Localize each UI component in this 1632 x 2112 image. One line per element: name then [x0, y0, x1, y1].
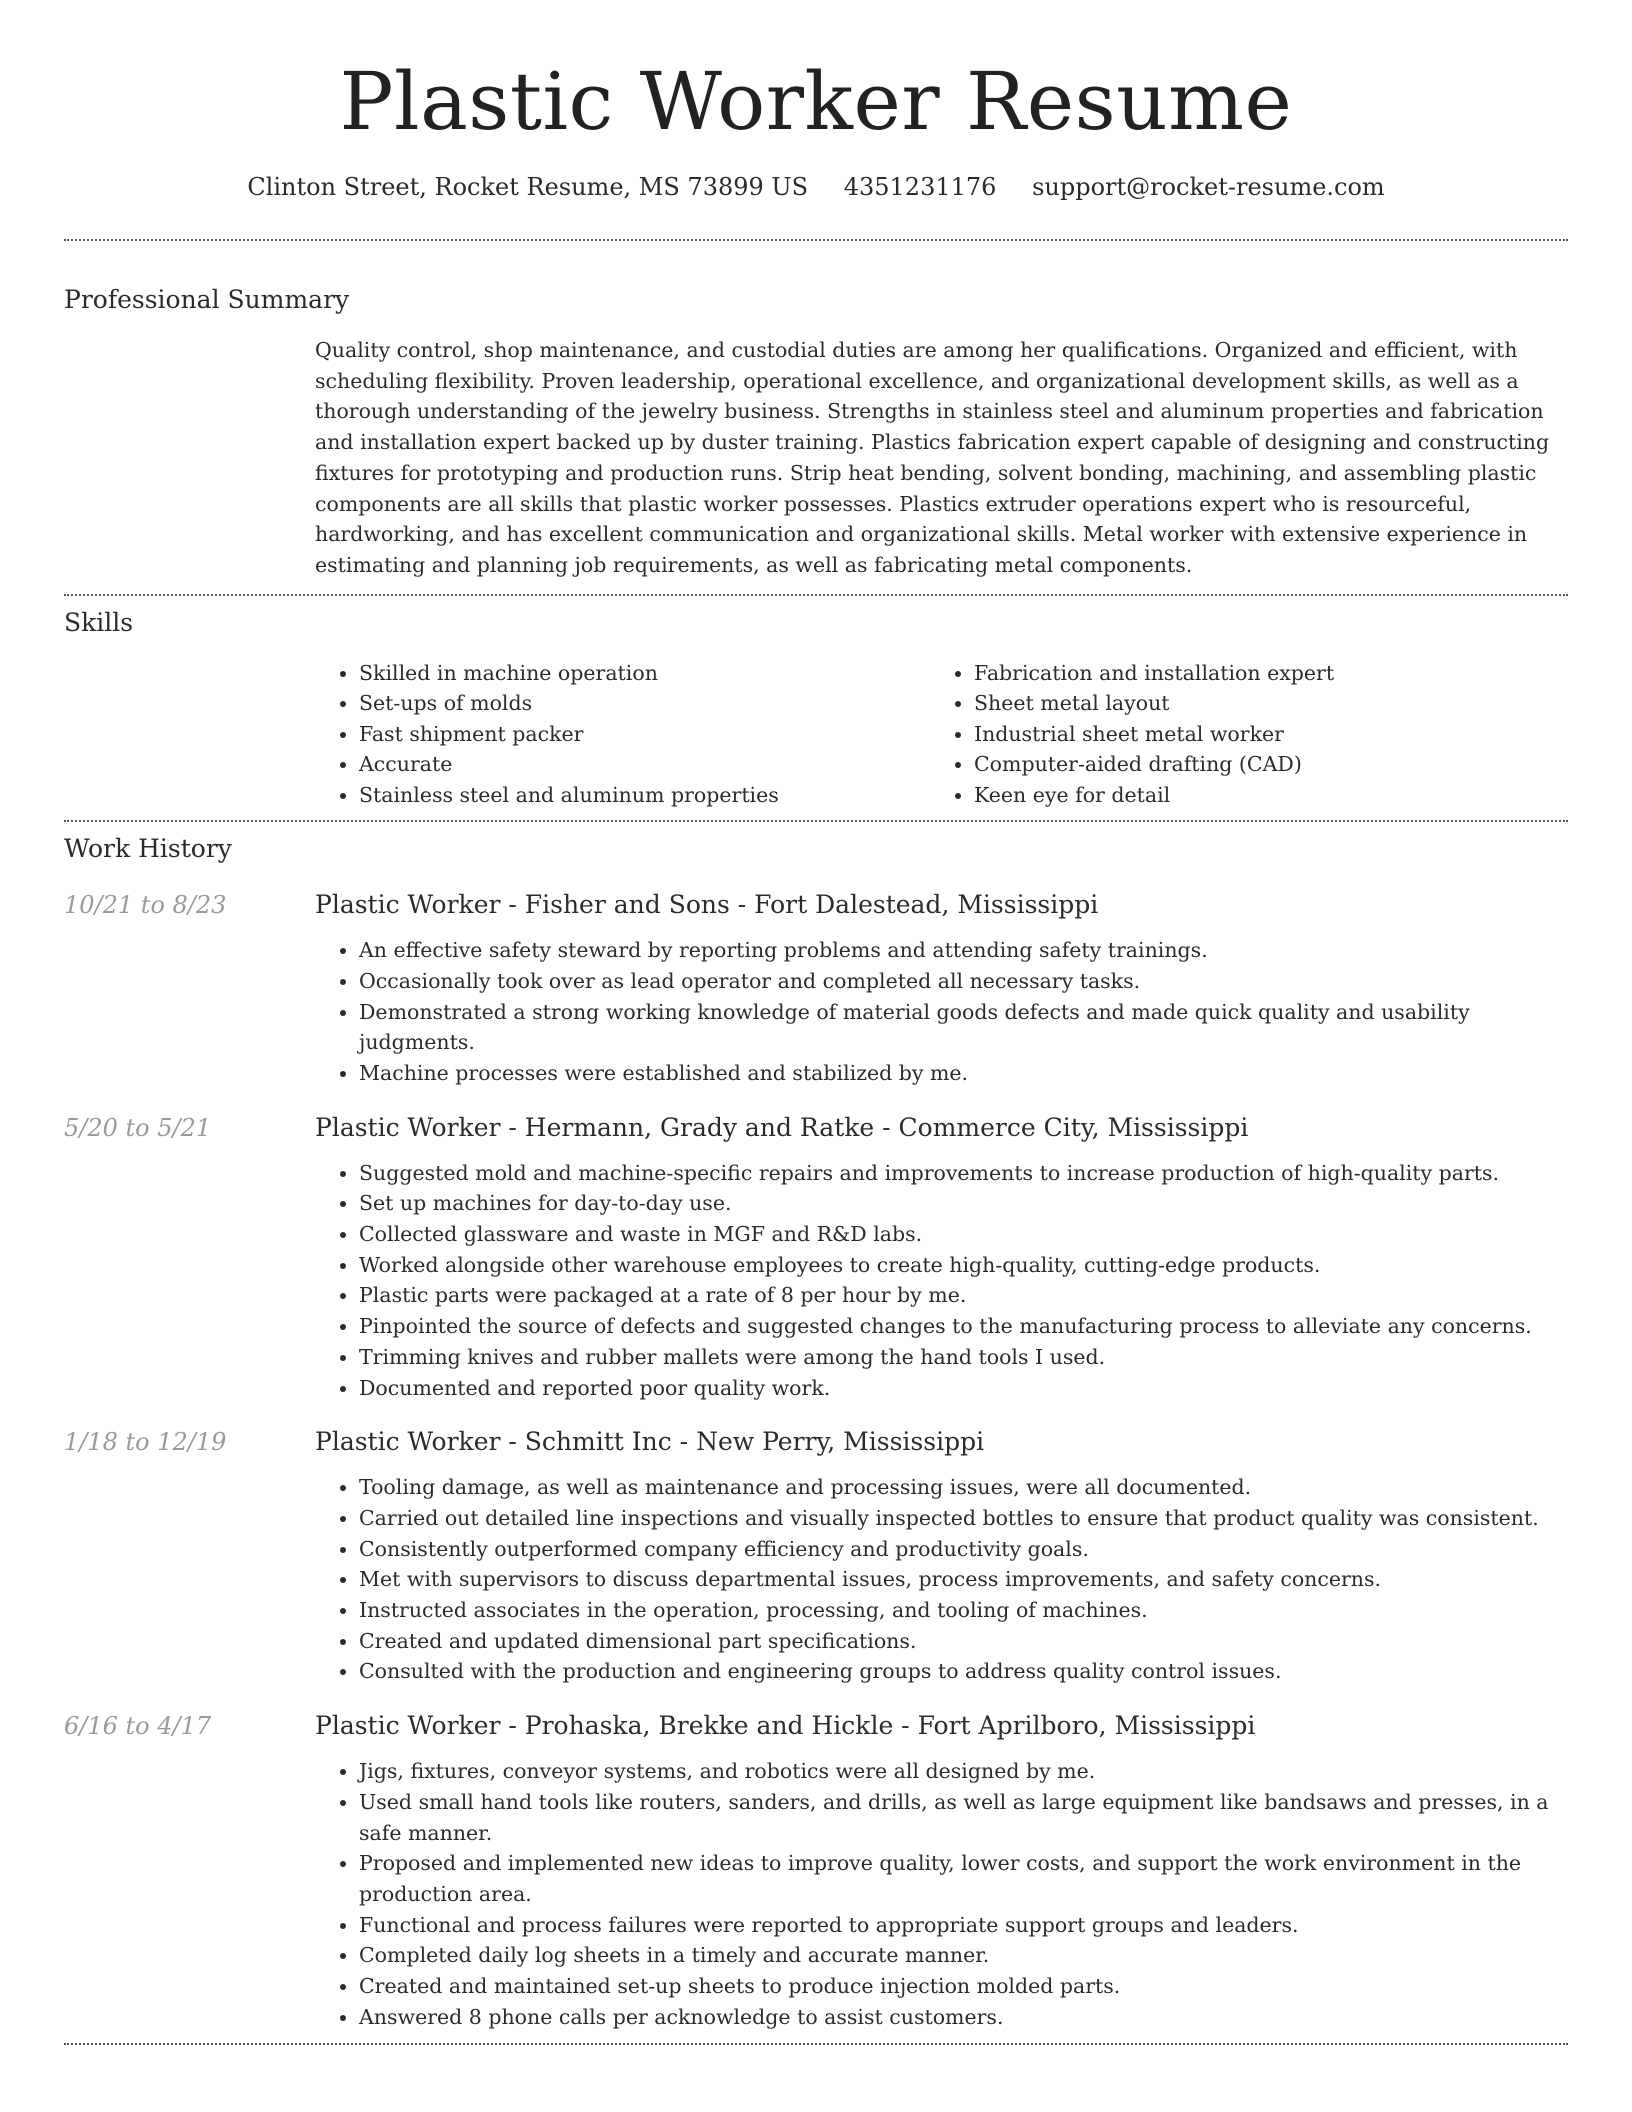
job-bullet: • Consistently outperformed company efficiency and productivity goals. — [359, 1534, 1568, 1565]
contact-address: Clinton Street, Rocket Resume, MS 73899 US — [247, 173, 809, 201]
job-bullet-list — [315, 1472, 1568, 1687]
job-bullet: • Completed daily log sheets in a timely and accurate manner. — [359, 1940, 1568, 1971]
skills-column-left — [315, 658, 930, 811]
job-bullet: • Tooling damage, as well as maintenance and processing issues, were all documented. — [359, 1472, 1568, 1503]
job-dates: 6/16 to 4/17 — [64, 1712, 212, 1741]
job-bullet: • An effective safety steward by reporting problems and attending safety trainings. — [359, 935, 1568, 966]
job-bullet: • Consulted with the production and engineering groups to address quality control issues. — [359, 1656, 1568, 1687]
summary-text: Quality control, shop maintenance, and custodial duties are among her qualifications. Organized and efficient, with scheduling flexibility. Proven leadership, operational excellence, and organizational development skills, as well as a thorough understanding of the jewelry business. Strengths in stainless steel and aluminum properties and fabrication and installation expert backed up by duster training. Plastics fabrication expert capable of designing and constructing fixtures for prototyping and production runs. Strip heat bending, solvent bonding, machining, and assembling plastic components are all skills that plastic worker possesses. Plastics extruder operations expert who is resourceful, hardworking, and has excellent communication and organizational skills. Metal worker with extensive experience in estimating and planning job requirements, as well as fabricating metal components. — [315, 338, 1550, 577]
job-bullet-list — [315, 1158, 1568, 1404]
job-body — [315, 1709, 1568, 2032]
contact-phone: 4351231176 — [843, 173, 997, 201]
skill-item: • Fabrication and installation expert — [974, 658, 1545, 689]
skills-column-right — [930, 658, 1545, 811]
job-title: Plastic Worker - Hermann, Grady and Ratke - Commerce City, Mississippi — [315, 1112, 1249, 1142]
job-bullet: • Used small hand tools like routers, sanders, and drills, as well as large equipment like bandsaws and presses, in a safe manner. — [359, 1787, 1568, 1848]
job-bullet-list — [315, 935, 1568, 1089]
job-body — [315, 888, 1568, 1089]
job-bullet: • Met with supervisors to discuss departmental issues, process improvements, and safety concerns. — [359, 1564, 1568, 1595]
job-dates: 1/18 to 12/19 — [64, 1428, 227, 1457]
job-bullet: • Worked alongside other warehouse employees to create high-quality, cutting-edge products. — [359, 1250, 1568, 1281]
job-dates: 5/20 to 5/21 — [64, 1113, 212, 1142]
job-bullet: • Suggested mold and machine-specific repairs and improvements to increase production of high-quality parts. — [359, 1158, 1568, 1189]
job-body — [315, 1425, 1568, 1687]
skill-item: • Fast shipment packer — [359, 719, 930, 750]
skills-section — [64, 606, 1568, 811]
professional-summary-section — [64, 283, 1568, 581]
job-bullet: • Carried out detailed line inspections and visually inspected bottles to ensure that product quality was consistent. — [359, 1503, 1568, 1534]
job-bullet: • Occasionally took over as lead operator and completed all necessary tasks. — [359, 966, 1568, 997]
job-bullet: • Trimming knives and rubber mallets were among the hand tools I used. — [359, 1342, 1568, 1373]
job-entry — [64, 1111, 1568, 1404]
job-entry — [64, 888, 1568, 1089]
section-divider — [64, 239, 1568, 241]
job-title: Plastic Worker - Prohaska, Brekke and Hickle - Fort Aprilboro, Mississippi — [315, 1711, 1256, 1741]
section-heading-skills: Skills — [64, 607, 134, 637]
contact-line — [64, 170, 1568, 204]
job-bullet: • Machine processes were established and stabilized by me. — [359, 1058, 1568, 1089]
job-bullet: • Documented and reported poor quality work. — [359, 1373, 1568, 1404]
job-bullet: • Proposed and implemented new ideas to improve quality, lower costs, and support the work environment in the production area. — [359, 1848, 1568, 1909]
job-bullet: • Instructed associates in the operation, processing, and tooling of machines. — [359, 1595, 1568, 1626]
job-bullet: • Jigs, fixtures, conveyor systems, and robotics were all designed by me. — [359, 1756, 1568, 1787]
job-bullet: • Created and updated dimensional part specifications. — [359, 1626, 1568, 1657]
section-divider — [64, 2043, 1568, 2045]
job-bullet: • Functional and process failures were reported to appropriate support groups and leaders. — [359, 1910, 1568, 1941]
job-body — [315, 1111, 1568, 1404]
job-entry — [64, 1709, 1568, 2032]
section-heading-summary: Professional Summary — [64, 285, 350, 314]
skill-item: • Accurate — [359, 749, 930, 780]
job-bullet: • Plastic parts were packaged at a rate of 8 per hour by me. — [359, 1280, 1568, 1311]
job-entry — [64, 1425, 1568, 1687]
job-bullet: • Set up machines for day-to-day use. — [359, 1188, 1568, 1219]
skill-item: • Industrial sheet metal worker — [974, 719, 1545, 750]
resume-title: Plastic Worker Resume — [339, 55, 1293, 148]
job-bullet-list — [315, 1756, 1568, 2032]
skill-item: • Set-ups of molds — [359, 688, 930, 719]
job-bullet: • Demonstrated a strong working knowledge of material goods defects and made quick quality and usability judgments. — [359, 997, 1568, 1058]
skill-item: • Keen eye for detail — [974, 780, 1545, 811]
work-history-section — [64, 832, 1568, 2032]
job-title: Plastic Worker - Schmitt Inc - New Perry, Mississippi — [315, 1427, 985, 1457]
section-divider — [64, 820, 1568, 822]
skills-grid — [315, 658, 1568, 811]
skill-item: • Skilled in machine operation — [359, 658, 930, 689]
job-bullet: • Pinpointed the source of defects and suggested changes to the manufacturing process to alleviate any concerns. — [359, 1311, 1568, 1342]
job-bullet: • Created and maintained set-up sheets to produce injection molded parts. — [359, 1971, 1568, 2002]
job-bullet: • Collected glassware and waste in MGF and R&D labs. — [359, 1219, 1568, 1250]
job-dates: 10/21 to 8/23 — [64, 891, 227, 920]
skill-item: • Computer-aided drafting (CAD) — [974, 749, 1545, 780]
job-title: Plastic Worker - Fisher and Sons - Fort Dalestead, Mississippi — [315, 890, 1099, 920]
skill-item: • Stainless steel and aluminum properties — [359, 780, 930, 811]
contact-email: support@rocket-resume.com — [1032, 173, 1385, 201]
section-heading-work-history: Work History — [64, 834, 232, 864]
section-divider — [64, 594, 1568, 596]
job-bullet: • Answered 8 phone calls per acknowledge to assist customers. — [359, 2002, 1568, 2033]
skill-item: • Sheet metal layout — [974, 688, 1545, 719]
